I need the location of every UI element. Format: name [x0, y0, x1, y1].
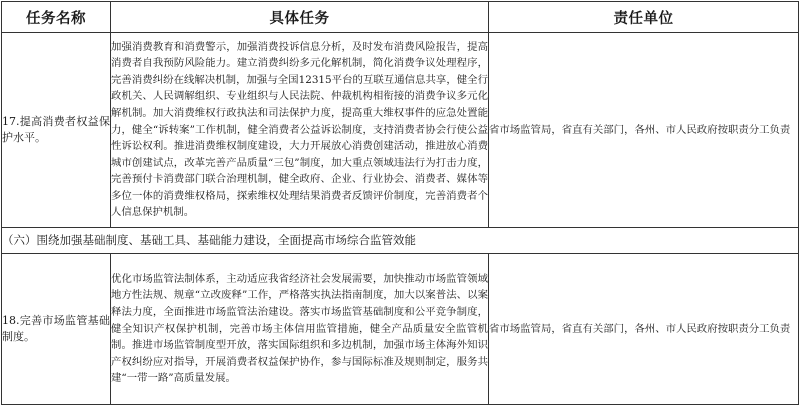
header-task-name: 任务名称: [2, 2, 111, 33]
section-heading: （六）围绕加强基础制度、基础工具、基础能力建设，全面提高市场综合监管效能: [2, 227, 799, 253]
task-table: [1, 1, 799, 405]
task-detail-cell: 加强消费教育和消费警示，加强消费投诉信息分析，及时发布消费风险报告，提高消费者自我预防风险能力。建立消费纠纷多元化解机制，简化消费争议处理程序，完善消费纠纷在线解决机制，加强与全国12315平台的互联互通信息共享，健全行政机关、人民调解组织、专业组织与人民法院、仲裁机构相衔接的消费争议多元化解机制。加大消费维权行政执法和司法保护力度，提高重大维权事件的应急处置能力，健全“诉转案”工作机制，健全消费者公益诉讼制度，支持消费者协会行使公益性诉讼权利。推进消费维权制度建设，大力开展放心消费创建活动，推进放心消费城市创建试点，改革完善产品质量“三包”制度，加大重点领域违法行为打击力度，完善预付卡消费部门联合治理机制，健全政府、企业、行业协会、消费者、媒体等多位一体的消费维权格局，探索维权处理结果消费者反馈评价制度，完善消费者个人信息保护机制。: [111, 33, 489, 227]
responsible-unit-cell: 省市场监管局，省直有关部门，各州、市人民政府按职责分工负责: [489, 253, 799, 404]
task-detail-cell: 优化市场监管法制体系，主动适应我省经济社会发展需要，加快推动市场监管领域地方性法规、规章“立改废释”工作，严格落实执法指南制度，加大以案普法、以案释法力度，全面推进市场监管法治建设。落实市场监管基础制度和公平竞争制度，健全知识产权保护机制，完善市场主体信用监管措施，健全产品质量安全监管机制。推进市场监管制度型开放，落实国际组织和多边机制，加强市场主体海外知识产权纠纷应对指导，开展消费者权益保护协作，参与国际标准及规则制定，服务共建“一带一路”高质量发展。: [111, 253, 489, 404]
responsible-unit-cell: 省市场监管局，省直有关部门，各州、市人民政府按职责分工负责: [489, 33, 799, 227]
header-task-detail: 具体任务: [111, 2, 489, 33]
table-header-row: [2, 2, 799, 33]
task-name-cell: 17.提高消费者权益保护水平。: [2, 33, 111, 227]
task-name-cell: 18.完善市场监管基础制度。: [2, 253, 111, 404]
table-row: [2, 253, 799, 404]
table-row: [2, 33, 799, 227]
section-heading-row: [2, 227, 799, 253]
header-responsible-unit: 责任单位: [489, 2, 799, 33]
